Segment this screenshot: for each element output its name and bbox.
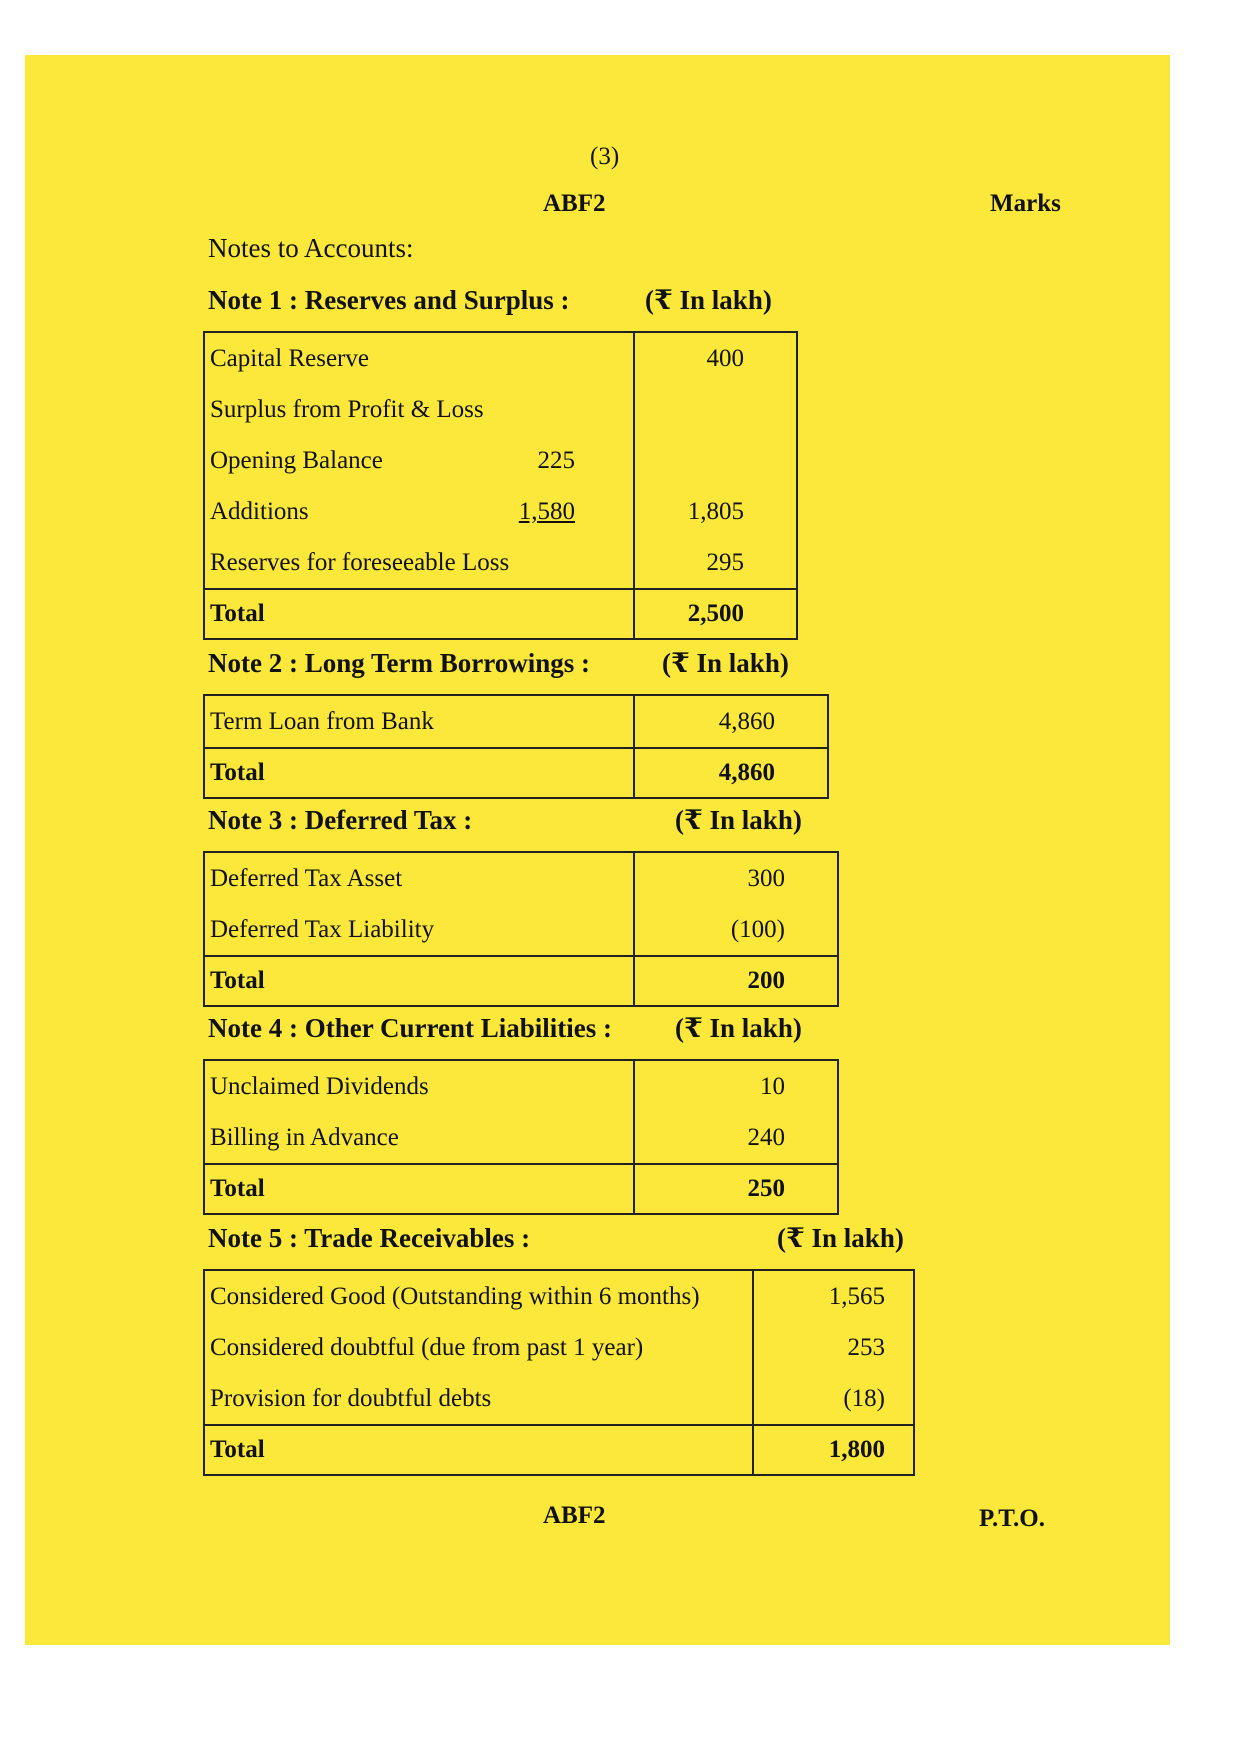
cell-value: 295 [706,549,744,576]
note3-table [203,851,839,1007]
note1-unit: (₹ In lakh) [645,285,772,315]
note4-unit: (₹ In lakh) [675,1013,802,1043]
cell-value: 400 [706,345,744,372]
table-row: Considered Good (Outstanding within 6 months) [210,1283,700,1310]
cell-value: 240 [747,1124,785,1151]
note2-unit: (₹ In lakh) [662,648,789,678]
note4-table [203,1059,839,1215]
note3-title: Note 3 : Deferred Tax : [208,805,473,835]
cell-value [635,384,796,435]
paper-code-top: ABF2 [543,190,606,217]
note4-title: Note 4 : Other Current Liabilities : [208,1013,612,1043]
notes-intro: Notes to Accounts: [208,233,414,263]
note1-title: Note 1 : Reserves and Surplus : [208,285,570,315]
opening-balance-sub: 225 [537,447,575,474]
note2-total-value: 4,860 [634,748,828,798]
table-row: Surplus from Profit & Loss [210,396,484,423]
note3-total-value: 200 [634,956,838,1006]
cell-value: 1,565 [828,1283,885,1310]
note3-unit: (₹ In lakh) [675,805,802,835]
note5-total-label: Total [204,1425,753,1475]
note3-total-label: Total [204,956,634,1006]
note1-table [203,331,798,640]
table-row: Opening Balance 225 [205,435,633,486]
paper-code-bottom: ABF2 [543,1502,606,1529]
pto-label: P.T.O. [979,1505,1045,1532]
note2-total-label: Total [204,748,634,798]
additions-sub: 1,580 [518,498,575,525]
cell-value: 253 [847,1334,885,1361]
page-number: (3) [590,143,620,170]
note5-title: Note 5 : Trade Receivables : [208,1223,531,1253]
note4-total-value: 250 [634,1164,838,1214]
table-row: Deferred Tax Asset [210,865,403,892]
note2-title: Note 2 : Long Term Borrowings : [208,648,590,678]
table-row: Considered doubtful (due from past 1 year) [210,1334,644,1361]
note5-table [203,1269,915,1476]
note5-total-value: 1,800 [753,1425,914,1475]
note2-table [203,694,829,799]
table-row: Reserves for foreseeable Loss [210,549,510,576]
table-row: Additions 1,580 [205,486,633,537]
table-row: Billing in Advance [210,1124,399,1151]
cell-value: (18) [843,1385,885,1412]
cell-value: 1,805 [687,498,744,525]
note1-total-label: Total [204,589,634,639]
note4-total-label: Total [204,1164,634,1214]
cell-value: 300 [747,865,785,892]
cell-value: 4,860 [718,708,775,735]
note5-unit: (₹ In lakh) [777,1223,904,1253]
note1-total-value: 2,500 [634,589,797,639]
table-row: Term Loan from Bank [210,708,434,735]
table-row: Unclaimed Dividends [210,1073,429,1100]
table-row: Provision for doubtful debts [210,1385,492,1412]
marks-header: Marks [990,190,1061,217]
cell-value: (100) [730,916,785,943]
table-row: Capital Reserve [210,345,369,372]
cell-value [635,435,796,486]
cell-value: 10 [760,1073,785,1100]
table-row: Deferred Tax Liability [210,916,435,943]
